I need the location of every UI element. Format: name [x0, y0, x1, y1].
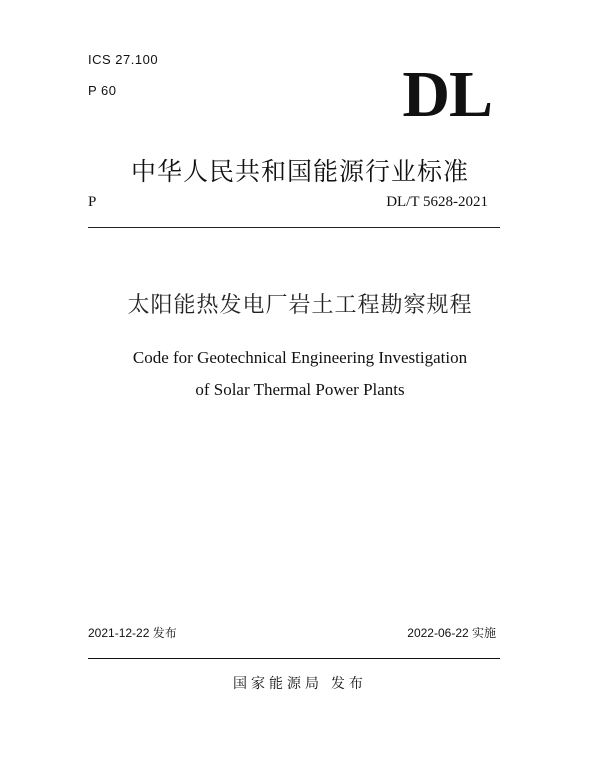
implementation-date: 2022-06-22 实施	[407, 626, 496, 640]
standard-title: 中华人民共和国能源行业标准	[130, 158, 469, 186]
bottom-divider	[88, 658, 500, 659]
ics-code: ICS 27.100	[88, 52, 159, 67]
publisher: 国家能源局 发布	[233, 675, 367, 691]
standard-number: DL/T 5628-2021	[386, 194, 488, 210]
category-letter: P	[88, 194, 97, 210]
document-title-en-line2: of Solar Thermal Power Plants	[195, 380, 405, 399]
classification-code: P 60	[88, 83, 117, 98]
document-title-en-line1: Code for Geotechnical Engineering Investigation	[132, 348, 468, 367]
top-divider	[88, 227, 500, 228]
dl-logo: DL	[402, 58, 492, 131]
document-title-cn: 太阳能热发电厂岩土工程勘察规程	[127, 292, 473, 317]
issue-date: 2021-12-22 发布	[88, 626, 177, 640]
